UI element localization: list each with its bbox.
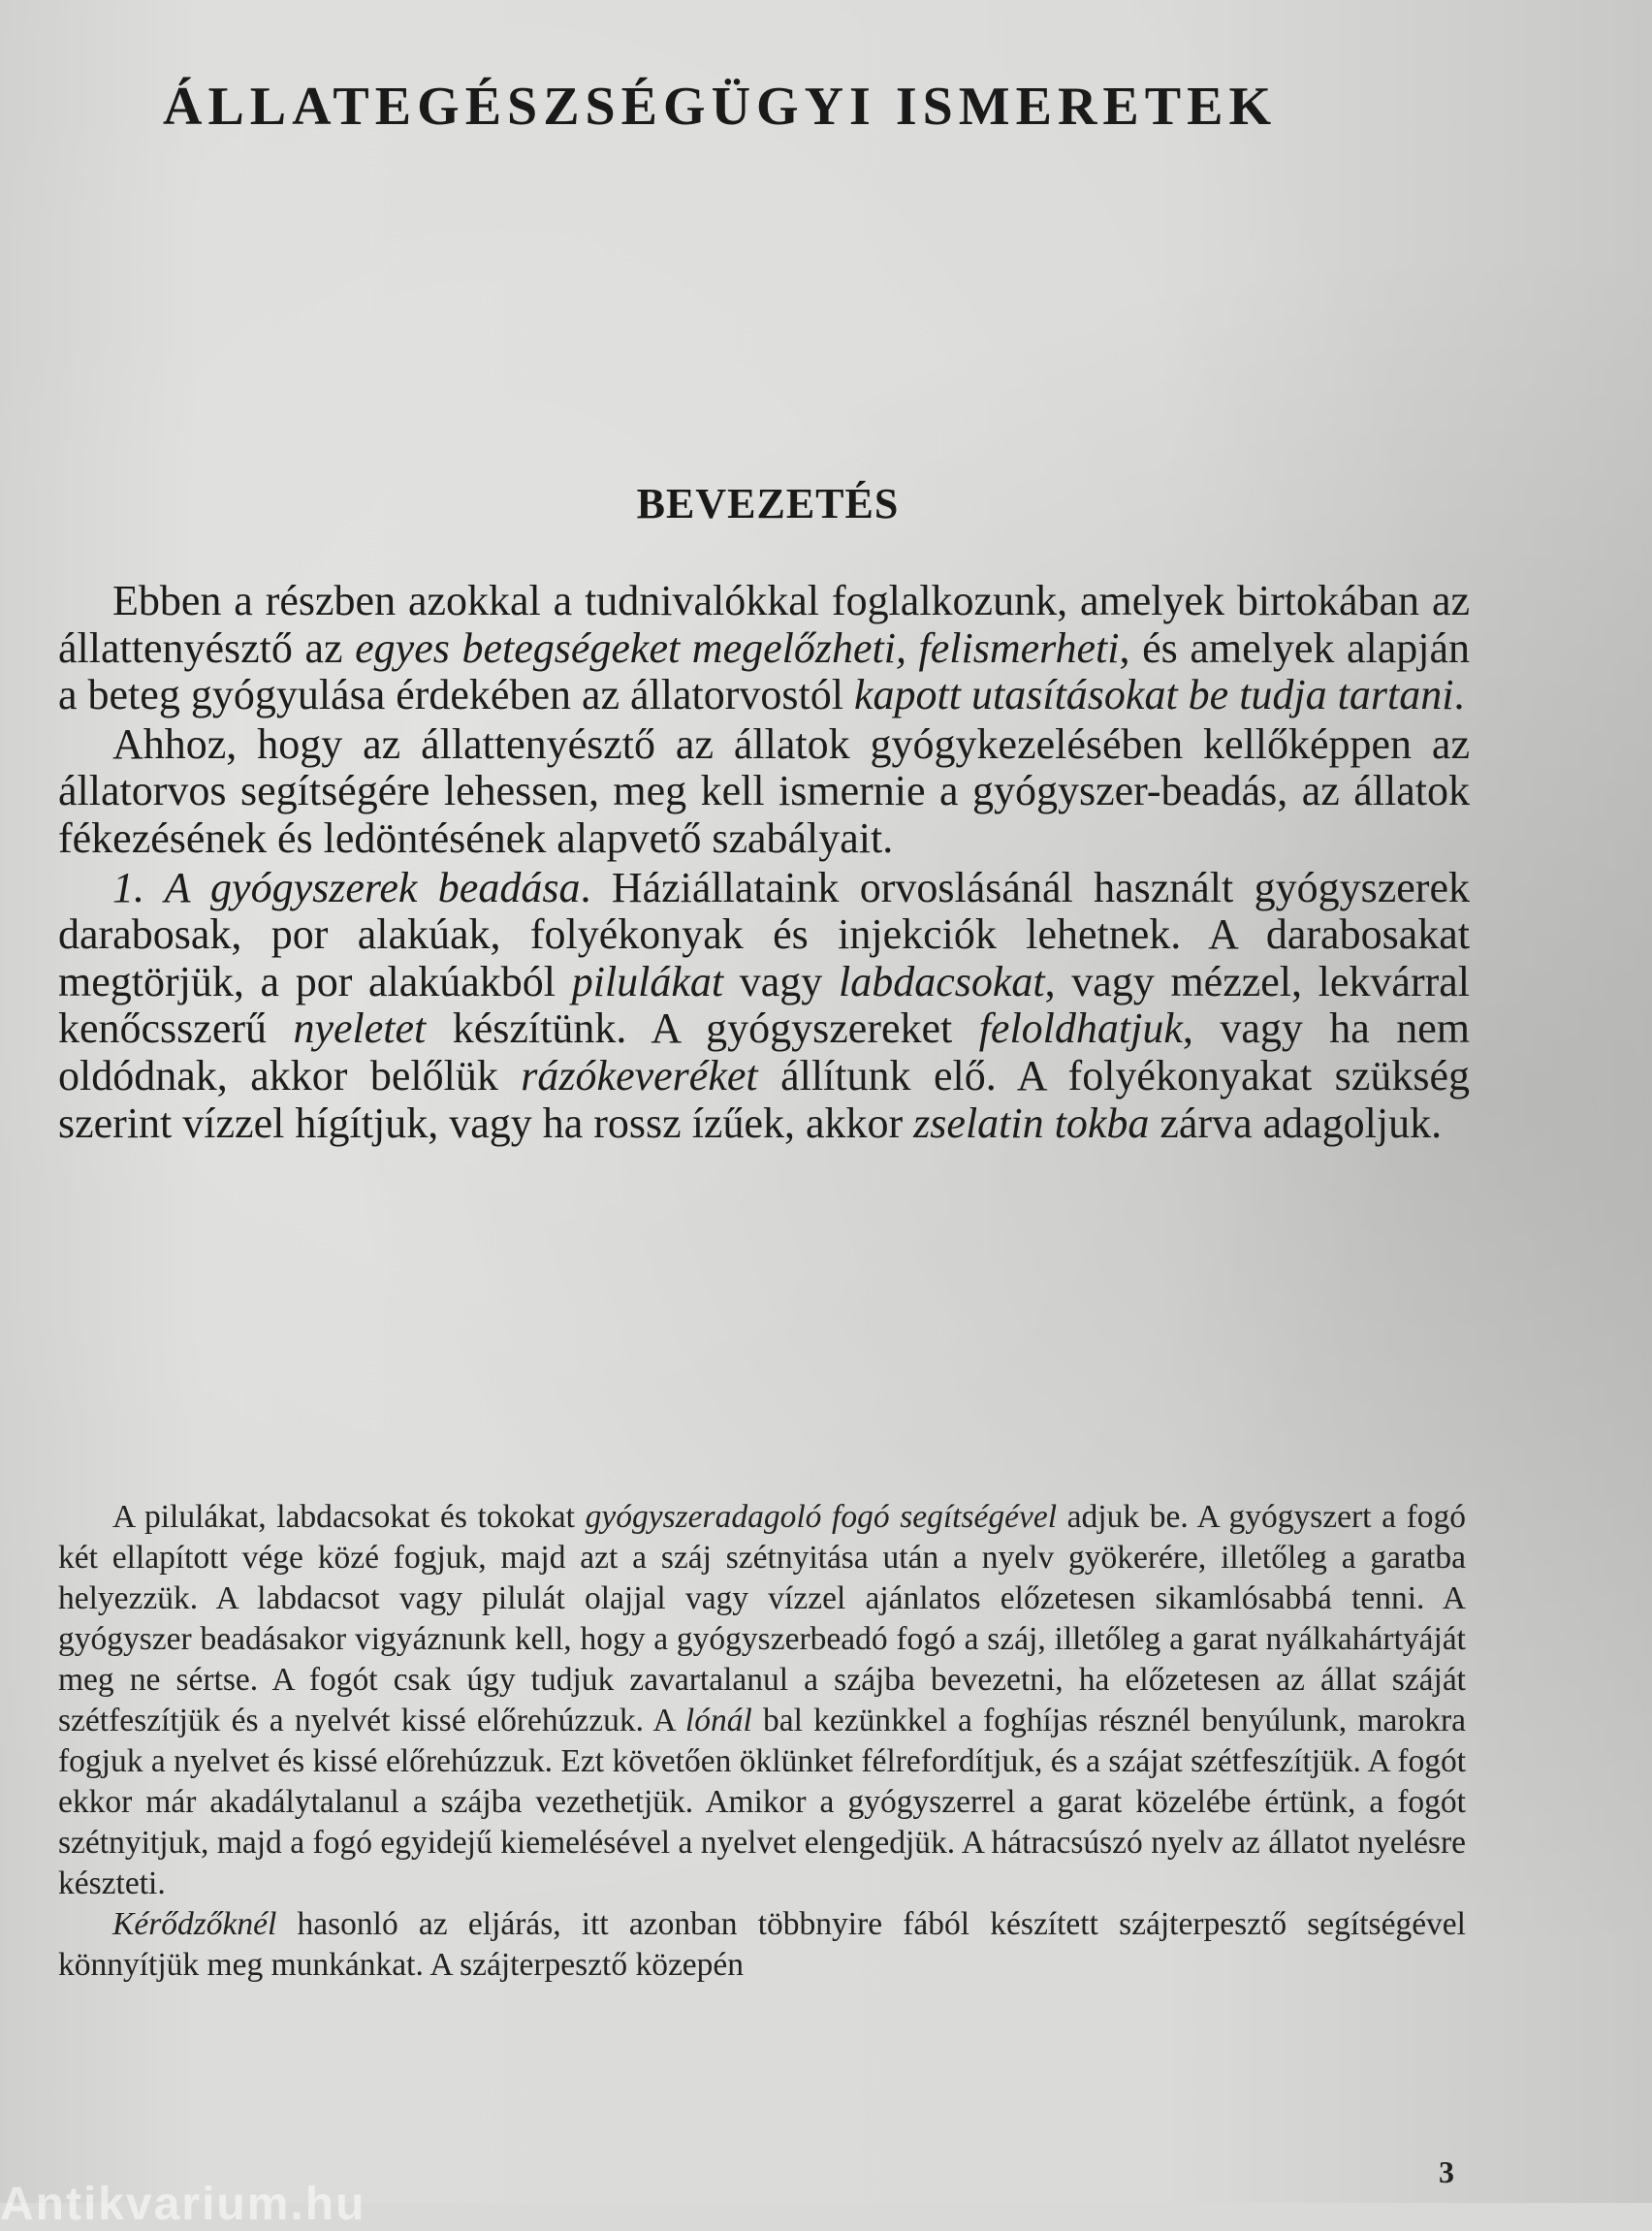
text-run: . Háziállataink orvoslásánál használt gyógyszerek darabosak, por alakúak, folyékonyak és injekciók lehetnek. A darabosakat megtörjük, a por alakúakból <box>58 863 1470 1005</box>
paragraph <box>58 578 1470 719</box>
text-run: Ahhoz, hogy az állattenyésztő az állatok gyógykezelésében kellőképpen az állatorvos segítségére lehessen, meg kell ismernie a gyógyszer-beadás, az állatok fékezésének és ledöntésének alapvető szabályait. <box>58 719 1470 862</box>
text-run: vagy <box>723 957 839 1005</box>
text-run: bal kezünkkel a foghíjas résznél benyúlunk, marokra fogjuk a nyelvet és kissé előrehúzzuk. Ezt követően öklünket félrefordítjuk, és a szájat szétfeszítjük. A fogót ekkor már akadálytalanul a szájba vezethetjük. Amikor a gyógyszerrel a garat közelébe értünk, a fogót szétnyitjuk, majd a fogó egyidejű kiemelésével a nyelvet elengedjük. A hátracsúszó nyelv az állatot nyelésre készteti. <box>58 1703 1466 1901</box>
text-run: , vagy mézzel, lekvárral kenőcsszerű <box>58 957 1471 1053</box>
small-print-paragraph <box>58 1497 1466 1904</box>
italic-run: Kérődzőknél <box>112 1906 277 1942</box>
section-title: BEVEZETÉS <box>636 480 900 527</box>
watermark: Antikvarium.hu <box>0 2179 366 2230</box>
italic-run: egyes betegségeket megelőzheti, felismerheti <box>355 623 1120 672</box>
text-run: adjuk be. A gyógyszert a fogó két ellapított vége közé fogjuk, majd azt a száj szétnyitása után a nyelv gyökerére, illetőleg a garatba helyezzük. A labdacsot vagy pilulát olajjal vagy vízzel ajánlatos előzetesen sikamlósabbá tenni. A gyógyszer beadásakor vigyáznunk kell, hogy a gyógyszerbeadó fogó a száj, illetőleg a garat nyálkahártyáját meg ne sértse. A fogót csak úgy tudjuk zavartalanul a szájba bevezetni, ha előzetesen az állat száját szétfeszítjük és a nyelvét kissé előrehúzzuk. A <box>58 1499 1466 1738</box>
body-text <box>58 578 1470 1149</box>
text-run: hasonló az eljárás, itt azonban többnyire fából készített szájterpesztő segítségével könnyítjük meg munkánkat. A szájterpesztő közepén <box>58 1906 1466 1983</box>
text-run: állítunk elő. A folyékonyakat szükség szerint vízzel hígítjuk, vagy ha rossz ízűek, akkor <box>58 1051 1470 1147</box>
paragraph <box>58 721 1470 863</box>
italic-run: 1. A gyógyszerek beadása <box>112 863 581 911</box>
text-run: készítünk. A gyógyszereket <box>426 1004 979 1053</box>
page-number: 3 <box>1439 2154 1454 2189</box>
italic-run: gyógyszeradagoló fogó segítségével <box>585 1499 1058 1535</box>
small-print-text <box>58 1497 1466 1986</box>
running-head: ÁLLATEGÉSZSÉGÜGYI ISMERETEK <box>163 77 1278 137</box>
italic-run: kapott utasításokat be tudja tartani <box>854 671 1454 719</box>
italic-run: nyeletet <box>293 1004 427 1053</box>
text-run: , vagy ha nem oldódnak, akkor belőlük <box>58 1004 1471 1100</box>
italic-run: lónál <box>684 1703 752 1738</box>
text-run: , és amelyek alapján a beteg gyógyulása érdekében az állatorvostól <box>58 623 1470 719</box>
text-run: . <box>1453 671 1465 719</box>
text-run: zárva adagoljuk. <box>1149 1099 1443 1147</box>
italic-run: pilulákat <box>571 957 724 1005</box>
paragraph <box>58 865 1470 1148</box>
italic-run: zselatin tokba <box>913 1099 1150 1147</box>
text-run: A pilulákat, labdacsokat és tokokat <box>112 1499 586 1535</box>
italic-run: labdacsokat <box>838 957 1045 1005</box>
small-print-paragraph <box>58 1904 1466 1986</box>
text-run: Ebben a részben azokkal a tudnivalókkal foglalkozunk, amelyek birtokában az állattenyésztő az <box>58 577 1470 672</box>
italic-run: feloldhatjuk <box>978 1004 1183 1053</box>
italic-run: rázókeveréket <box>521 1051 758 1100</box>
